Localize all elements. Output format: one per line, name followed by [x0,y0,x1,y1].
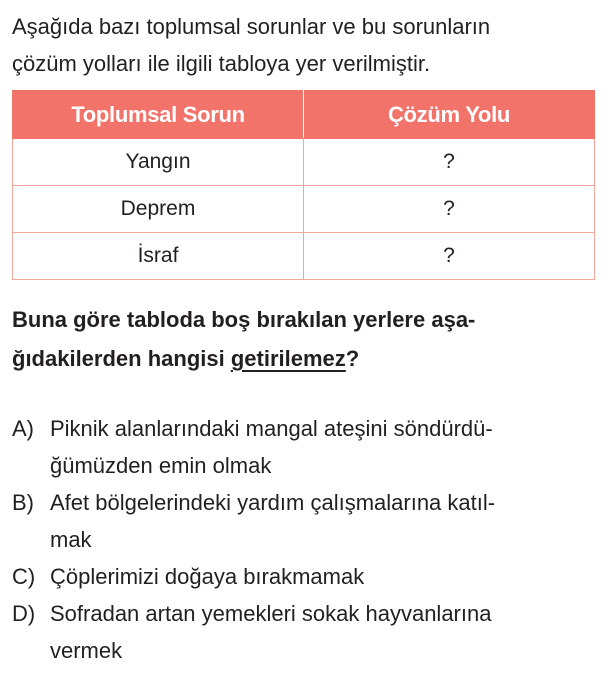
option-text [12,558,602,595]
option-b[interactable] [12,484,602,558]
table-row [13,233,595,280]
option-text [12,595,602,669]
question-mark: ? [345,346,360,371]
option-text-line: Afet bölgelerindeki yardım çalışmalarına katıl- [50,490,496,515]
intro-text [12,8,602,82]
problem-cell: Deprem [13,186,304,233]
solution-cell: ? [304,139,595,186]
table-row [13,139,595,186]
option-text-line: vermek [50,638,123,663]
intro-line-2: çözüm yolları ile ilgili tabloya yer verilmiştir. [12,51,431,76]
option-text-line: Piknik alanlarındaki mangal ateşini söndürdü- [50,416,493,441]
option-c[interactable] [12,558,602,595]
problem-cell: İsraf [13,233,304,280]
problems-table [12,90,594,280]
option-text [12,484,602,558]
option-letter: C) [12,564,36,589]
header-social-problem: Toplumsal Sorun [13,91,304,139]
option-text-line: mak [50,527,92,552]
question-line-1: Buna göre tabloda boş bırakılan yerlere aşa- [12,307,476,332]
question-line-2 [12,339,602,378]
option-letter: A) [12,416,34,441]
question-emphasis: getirilemez [230,346,346,371]
header-solution: Çözüm Yolu [304,91,595,139]
option-d[interactable] [12,595,602,669]
table-header-row [13,91,595,139]
intro-line-1: Aşağıda bazı toplumsal sorunlar ve bu sorunların [12,14,491,39]
answer-options [12,410,602,669]
problem-cell: Yangın [13,139,304,186]
option-text-line: Sofradan artan yemekleri sokak hayvanlarına [50,601,492,626]
option-text-line: ğümüzden emin olmak [50,453,272,478]
question-text [12,300,602,378]
solution-cell: ? [304,186,595,233]
solution-cell: ? [304,233,595,280]
option-text-line: Çöplerimizi doğaya bırakmamak [50,564,365,589]
option-letter: D) [12,601,36,626]
option-text [12,410,602,484]
option-a[interactable] [12,410,602,484]
question-prefix: ğıdakilerden hangisi [12,346,231,371]
option-letter: B) [12,490,34,515]
table-row [13,186,595,233]
